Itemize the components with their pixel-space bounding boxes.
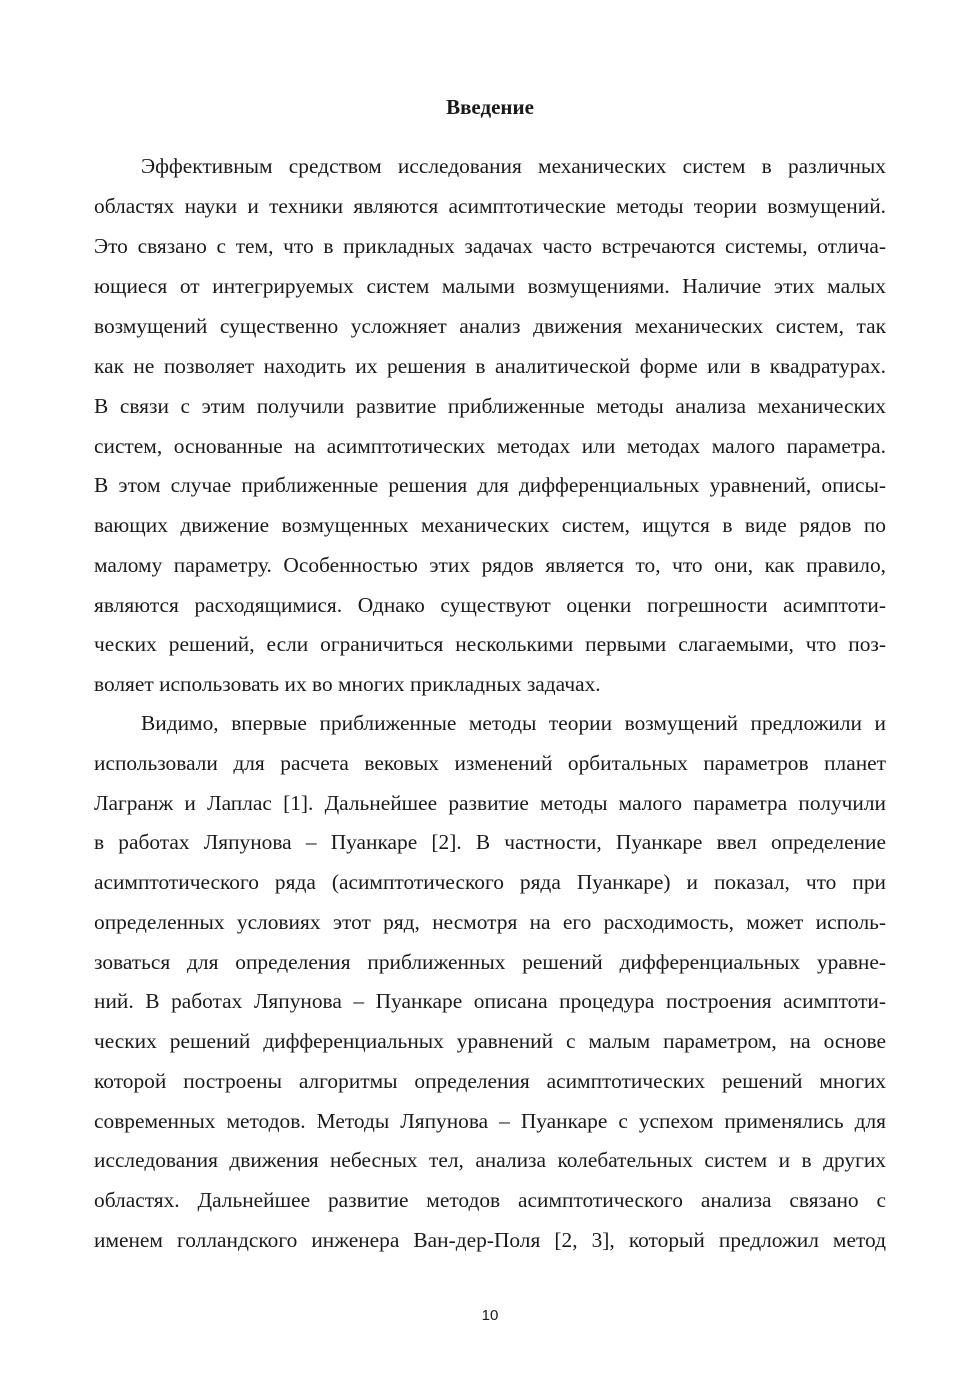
paragraph-1-line-8: систем, основанные на асимптотических методах или методах малого параметра. [94,434,886,458]
paragraph-1-line-1: Эффективным средством исследования механических систем в различных [141,154,886,178]
paragraph-2-line-8: ний. В работах Ляпунова – Пуанкаре описана процедура построения асимптоти- [94,989,886,1013]
paragraph-2-line-2: использовали для расчета вековых изменений орбитальных параметров планет [94,751,886,775]
section-title: Введение [446,95,534,119]
paragraph-2-line-12: исследования движения небесных тел, анализа колебательных систем и в других [94,1148,886,1172]
paragraph-2-line-10: которой построены алгоритмы определения асимптотических решений многих [94,1069,886,1093]
paragraph-1-line-14: воляет использовать их во многих прикладных задачах. [94,672,601,696]
paragraph-1-line-4: ющиеся от интегрируемых систем малыми возмущениями. Наличие этих малых [94,274,886,298]
paragraph-2-line-1: Видимо, впервые приближенные методы теории возмущений предложили и [141,711,886,735]
paragraph-1-line-2: областях науки и техники являются асимптотические методы теории возмущений. [94,194,886,218]
paragraph-1-line-7: В связи с этим получили развитие приближенные методы анализа механических [94,394,886,418]
paragraph-2-line-9: ческих решений дифференциальных уравнений с малым параметром, на основе [94,1029,886,1053]
paragraph-1-line-11: малому параметру. Особенностью этих рядов является то, что они, как правило, [94,553,886,577]
paragraph-1-line-9: В этом случае приближенные решения для дифференциальных уравнений, описы- [94,473,886,497]
paragraph-2-line-11: современных методов. Методы Ляпунова – Пуанкаре с успехом применялись для [94,1109,886,1133]
paragraph-1-line-12: являются расходящимися. Однако существуют оценки погрешности асимптоти- [94,593,886,617]
page-number: 10 [481,1307,499,1324]
paragraph-1-line-5: возмущений существенно усложняет анализ движения механических систем, так [94,314,886,338]
paragraph-2-line-6: определенных условиях этот ряд, несмотря на его расходимость, может исполь- [94,910,886,934]
paragraph-2-line-3: Лагранж и Лаплас [1]. Дальнейшее развитие методы малого параметра получили [94,791,886,815]
paragraph-2-line-4: в работах Ляпунова – Пуанкаре [2]. В частности, Пуанкаре ввел определение [94,830,886,854]
paragraph-1-line-6: как не позволяет находить их решения в аналитической форме или в квадратурах. [94,354,886,378]
paragraph-2-line-5: асимптотического ряда (асимптотического ряда Пуанкаре) и показал, что при [94,870,886,894]
paragraph-2-line-7: зоваться для определения приближенных решений дифференциальных уравне- [94,950,886,974]
paragraph-1-line-3: Это связано с тем, что в прикладных задачах часто встречаются системы, отлича- [94,234,886,258]
paragraph-2-line-13: областях. Дальнейшее развитие методов асимптотического анализа связано с [94,1188,886,1212]
paragraph-1-line-13: ческих решений, если ограничиться несколькими первыми слагаемыми, что поз- [94,632,886,656]
paragraph-1-line-10: вающих движение возмущенных механических систем, ищутся в виде рядов по [94,513,886,537]
paragraph-2-line-14: именем голландского инженера Ван-дер-Поля [2, 3], который предложил метод [94,1228,886,1252]
